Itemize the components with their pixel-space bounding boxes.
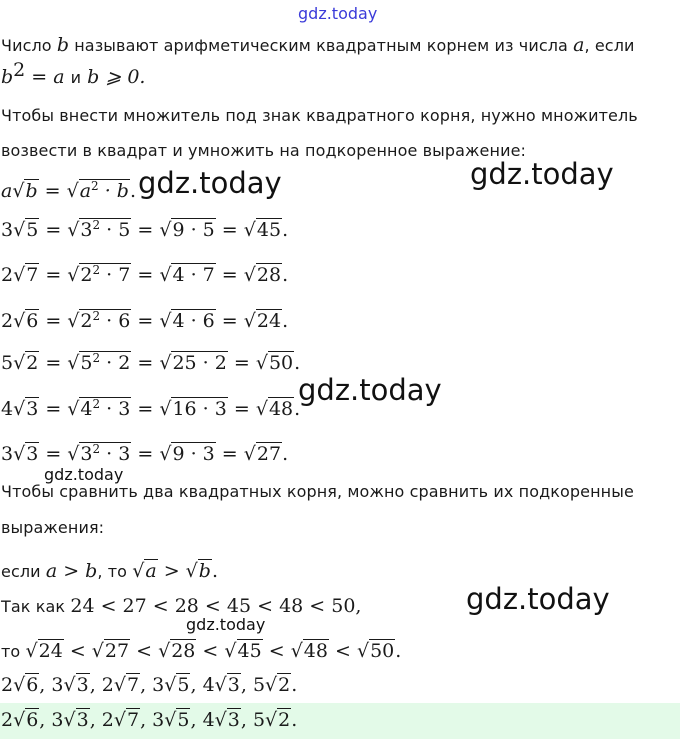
math-var: b bbox=[56, 34, 70, 56]
period: . bbox=[282, 219, 289, 241]
sqrt-sign: √ bbox=[159, 443, 172, 465]
sqrt-sign: √ bbox=[67, 352, 80, 374]
math-radicand: b bbox=[25, 180, 38, 202]
base: 3 bbox=[80, 219, 93, 241]
order-line bbox=[1, 674, 297, 696]
math-var: a bbox=[573, 34, 585, 56]
math-radicand: 5 bbox=[177, 674, 190, 696]
coef: 5 bbox=[1, 352, 14, 374]
math-radicand: 2 bbox=[278, 674, 291, 696]
math-radicand bbox=[79, 309, 131, 332]
sqrt-sign: √ bbox=[67, 398, 80, 420]
math-radicand: 3 bbox=[26, 398, 39, 420]
math-radicand: 24 bbox=[38, 640, 63, 662]
base: 3 bbox=[80, 443, 93, 465]
sqrt-sign: √ bbox=[265, 674, 278, 696]
math-op: · bbox=[100, 264, 119, 286]
watermark-top: gdz.today bbox=[298, 4, 378, 23]
sqrt-sign: √ bbox=[356, 640, 370, 662]
sqrt-sign: √ bbox=[13, 219, 26, 241]
sqrt-sign: √ bbox=[12, 180, 25, 202]
sqrt-sign: √ bbox=[159, 264, 172, 286]
comma: , bbox=[39, 674, 52, 696]
sqrt-sign: √ bbox=[158, 640, 171, 662]
watermark: gdz.today bbox=[298, 373, 442, 407]
math-op: < bbox=[196, 640, 225, 662]
sqrt-sign: √ bbox=[290, 640, 303, 662]
factor: 5 bbox=[118, 219, 131, 241]
sqrt-sign: √ bbox=[185, 560, 198, 582]
period: . bbox=[294, 352, 301, 374]
since-line bbox=[1, 595, 361, 617]
sqrt-sign: √ bbox=[67, 219, 80, 241]
coef: 2 bbox=[1, 709, 14, 731]
math-exponent: 2 bbox=[92, 263, 101, 277]
conjunction: и bbox=[70, 68, 82, 87]
sqrt-sign: √ bbox=[159, 398, 172, 420]
sqrt-sign: √ bbox=[243, 219, 256, 241]
equals: = bbox=[131, 310, 160, 332]
period: . bbox=[291, 709, 298, 731]
equals: = bbox=[39, 352, 68, 374]
equals: = bbox=[215, 219, 244, 241]
math-radicand: 48 bbox=[268, 398, 294, 420]
coef: 3 bbox=[152, 674, 165, 696]
sqrt-sign: √ bbox=[214, 709, 227, 731]
since-label: Так как bbox=[1, 597, 71, 616]
math-var: a bbox=[79, 180, 92, 202]
sqrt-sign: √ bbox=[67, 310, 80, 332]
calc-row bbox=[1, 398, 300, 420]
math-radicand: b bbox=[198, 560, 211, 582]
equals: = bbox=[39, 398, 68, 420]
sqrt-sign: √ bbox=[13, 264, 26, 286]
comma: , bbox=[89, 709, 102, 731]
coef: 3 bbox=[51, 709, 64, 731]
definition-text: , если bbox=[584, 36, 635, 55]
comma: , bbox=[240, 674, 253, 696]
coef: 4 bbox=[1, 398, 14, 420]
math-radicand: 28 bbox=[171, 640, 196, 662]
equals: = bbox=[131, 352, 160, 374]
sqrt-sign: √ bbox=[63, 674, 76, 696]
math-radicand: 3 bbox=[76, 709, 89, 731]
sqrt-sign: √ bbox=[255, 352, 268, 374]
comma: , bbox=[240, 709, 253, 731]
definition-text: Число bbox=[1, 36, 57, 55]
sqrt-sign: √ bbox=[164, 709, 177, 731]
definition-condition bbox=[1, 59, 146, 88]
sqrt-sign: √ bbox=[224, 640, 237, 662]
then-line bbox=[1, 640, 401, 662]
math-op: < bbox=[130, 640, 159, 662]
sqrt-sign: √ bbox=[25, 640, 38, 662]
math-exponent: 2 bbox=[91, 179, 99, 193]
watermark: gdz.today bbox=[138, 166, 282, 200]
equals: = bbox=[215, 443, 244, 465]
sqrt-sign: √ bbox=[132, 560, 145, 582]
math-radicand: 50 bbox=[370, 640, 395, 662]
sqrt-sign: √ bbox=[66, 180, 79, 202]
period: . bbox=[395, 640, 402, 662]
sqrt-sign: √ bbox=[255, 398, 268, 420]
equals: = bbox=[39, 443, 68, 465]
math-var: b bbox=[1, 66, 14, 88]
math-op: · bbox=[100, 219, 119, 241]
math-op: < bbox=[63, 640, 92, 662]
math-radicand: 7 bbox=[26, 264, 39, 286]
math-radicand: 4 · 7 bbox=[172, 264, 215, 286]
comma: , bbox=[89, 674, 102, 696]
math-radicand bbox=[79, 442, 131, 465]
coef: 2 bbox=[1, 310, 14, 332]
rule-text: если bbox=[1, 562, 46, 581]
equals: = bbox=[131, 219, 160, 241]
coef: 3 bbox=[51, 674, 64, 696]
coef: 4 bbox=[202, 674, 215, 696]
rule-text: , то bbox=[97, 562, 133, 581]
sqrt-sign: √ bbox=[243, 310, 256, 332]
sqrt-sign: √ bbox=[164, 674, 177, 696]
watermark: gdz.today bbox=[470, 157, 614, 191]
math-radicand: 6 bbox=[26, 674, 39, 696]
watermark: gdz.today bbox=[44, 465, 124, 484]
equals: = bbox=[131, 264, 160, 286]
sqrt-sign: √ bbox=[13, 674, 26, 696]
math-op: > bbox=[157, 560, 186, 582]
math-op: · bbox=[100, 398, 119, 420]
math-radicand: a bbox=[145, 560, 157, 582]
sqrt-sign: √ bbox=[243, 443, 256, 465]
sqrt-sign: √ bbox=[13, 310, 26, 332]
answer-line bbox=[1, 709, 297, 731]
math-radicand: 28 bbox=[256, 264, 282, 286]
math-radicand: 3 bbox=[227, 674, 240, 696]
equals: = bbox=[131, 398, 160, 420]
period: . bbox=[291, 674, 298, 696]
factor: 7 bbox=[118, 264, 131, 286]
math-op: · bbox=[100, 443, 119, 465]
period: . bbox=[282, 443, 289, 465]
math-op: · bbox=[100, 352, 119, 374]
math-radicand: 48 bbox=[303, 640, 328, 662]
math-radicand bbox=[79, 218, 131, 241]
sqrt-sign: √ bbox=[265, 709, 278, 731]
math-op: < bbox=[262, 640, 291, 662]
sqrt-sign: √ bbox=[214, 674, 227, 696]
factor: 3 bbox=[118, 398, 131, 420]
math-exponent: 2 bbox=[92, 442, 101, 456]
factor: 2 bbox=[118, 352, 131, 374]
equals: = bbox=[39, 219, 68, 241]
sqrt-sign: √ bbox=[113, 674, 126, 696]
math-exponent: 2 bbox=[92, 218, 101, 232]
calc-row bbox=[1, 219, 288, 241]
coef: 5 bbox=[252, 709, 266, 731]
math-op: · bbox=[100, 310, 119, 332]
base: 2 bbox=[80, 264, 93, 286]
comma: , bbox=[140, 674, 153, 696]
math-expr: b ⩾ 0. bbox=[81, 66, 146, 88]
math-expr: a > b bbox=[45, 560, 98, 582]
math-radicand bbox=[79, 351, 131, 374]
sqrt-sign: √ bbox=[159, 352, 172, 374]
comma: , bbox=[190, 674, 203, 696]
sqrt-sign: √ bbox=[13, 443, 26, 465]
math-radicand: 5 bbox=[26, 219, 39, 241]
math-radicand: 24 bbox=[256, 310, 282, 332]
math-radicand: 45 bbox=[256, 219, 282, 241]
sqrt-sign: √ bbox=[13, 352, 26, 374]
equals: = bbox=[227, 352, 256, 374]
math-expr: · b bbox=[98, 180, 129, 202]
math-exponent: 2 bbox=[92, 351, 101, 365]
equals: = bbox=[215, 310, 244, 332]
sqrt-sign: √ bbox=[67, 264, 80, 286]
math-exponent: 2 bbox=[13, 59, 26, 81]
calc-row bbox=[1, 264, 288, 286]
coef: 2 bbox=[1, 264, 14, 286]
math-exponent: 2 bbox=[92, 397, 101, 411]
equals: = bbox=[227, 398, 256, 420]
math-radicand: 5 bbox=[177, 709, 190, 731]
math-radicand bbox=[79, 263, 131, 286]
sqrt-sign: √ bbox=[159, 310, 172, 332]
math-radicand: 6 bbox=[26, 709, 39, 731]
period: . bbox=[282, 310, 289, 332]
compare-text-1: Чтобы сравнить два квадратных корня, можно сравнить их подкоренные bbox=[1, 482, 634, 501]
sqrt-sign: √ bbox=[13, 398, 26, 420]
math-radicand: 2 bbox=[26, 352, 39, 374]
math-radicand: 7 bbox=[126, 674, 140, 696]
coef: 5 bbox=[252, 674, 266, 696]
comma: , bbox=[39, 709, 52, 731]
math-expr: 24 < 27 < 28 < 45 < 48 < 50, bbox=[70, 595, 362, 617]
equals: = bbox=[131, 443, 160, 465]
math-radicand: 3 bbox=[227, 709, 240, 731]
coef: 3 bbox=[152, 709, 165, 731]
compare-rule bbox=[1, 560, 218, 582]
math-radicand: 6 bbox=[26, 310, 39, 332]
math-exponent: 2 bbox=[92, 309, 101, 323]
then-label: то bbox=[1, 642, 26, 661]
math-op: < bbox=[328, 640, 357, 662]
coef: 4 bbox=[202, 709, 215, 731]
watermark: gdz.today bbox=[466, 582, 610, 616]
rule-text-1: Чтобы внести множитель под знак квадратного корня, нужно множитель bbox=[1, 106, 638, 125]
general-formula bbox=[1, 180, 136, 202]
math-radicand: 2 bbox=[278, 709, 291, 731]
sqrt-sign: √ bbox=[63, 709, 76, 731]
sqrt-sign: √ bbox=[91, 640, 104, 662]
comma: , bbox=[190, 709, 203, 731]
period: . bbox=[282, 264, 289, 286]
calc-row bbox=[1, 443, 288, 465]
math-radicand: 3 bbox=[26, 443, 39, 465]
factor: 6 bbox=[118, 310, 131, 332]
equals: = bbox=[39, 264, 68, 286]
math-expr: = a bbox=[25, 66, 71, 88]
coef: 2 bbox=[1, 674, 14, 696]
factor: 3 bbox=[118, 443, 131, 465]
math-radicand: 3 bbox=[76, 674, 89, 696]
math-radicand: 50 bbox=[268, 352, 294, 374]
watermark: gdz.today bbox=[186, 615, 266, 634]
period: . bbox=[211, 560, 218, 582]
definition-text: называют арифметическим квадратным корнем из числа bbox=[69, 36, 574, 55]
math-radicand: 4 · 6 bbox=[172, 310, 215, 332]
period: . bbox=[129, 180, 137, 202]
equals: = bbox=[38, 180, 67, 202]
definition-line bbox=[1, 34, 635, 56]
math-radicand: 25 · 2 bbox=[172, 352, 227, 374]
equals: = bbox=[215, 264, 244, 286]
coef: 3 bbox=[1, 219, 14, 241]
sqrt-sign: √ bbox=[67, 443, 80, 465]
base: 5 bbox=[80, 352, 93, 374]
math-radicand: 27 bbox=[256, 443, 282, 465]
base: 2 bbox=[80, 310, 93, 332]
sqrt-sign: √ bbox=[243, 264, 256, 286]
sqrt-sign: √ bbox=[13, 709, 26, 731]
math-radicand: 9 · 5 bbox=[172, 219, 215, 241]
coef: 2 bbox=[101, 674, 114, 696]
sqrt-sign: √ bbox=[159, 219, 172, 241]
base: 4 bbox=[80, 398, 93, 420]
sqrt-sign: √ bbox=[113, 709, 126, 731]
comma: , bbox=[140, 709, 153, 731]
math-radicand bbox=[79, 397, 131, 420]
compare-text-2: выражения: bbox=[1, 518, 105, 537]
math-radicand: 7 bbox=[126, 709, 140, 731]
coef: 3 bbox=[1, 443, 14, 465]
math-radicand: 9 · 3 bbox=[172, 443, 215, 465]
math-var: a bbox=[1, 180, 13, 202]
math-radicand: 27 bbox=[104, 640, 130, 662]
calc-row bbox=[1, 352, 300, 374]
coef: 2 bbox=[101, 709, 114, 731]
math-radicand: 45 bbox=[237, 640, 262, 662]
equals: = bbox=[39, 310, 68, 332]
rule-text-2: возвести в квадрат и умножить на подкоренное выражение: bbox=[1, 141, 526, 160]
math-radicand: 16 · 3 bbox=[172, 398, 227, 420]
period: . bbox=[294, 398, 301, 420]
calc-row bbox=[1, 310, 288, 332]
